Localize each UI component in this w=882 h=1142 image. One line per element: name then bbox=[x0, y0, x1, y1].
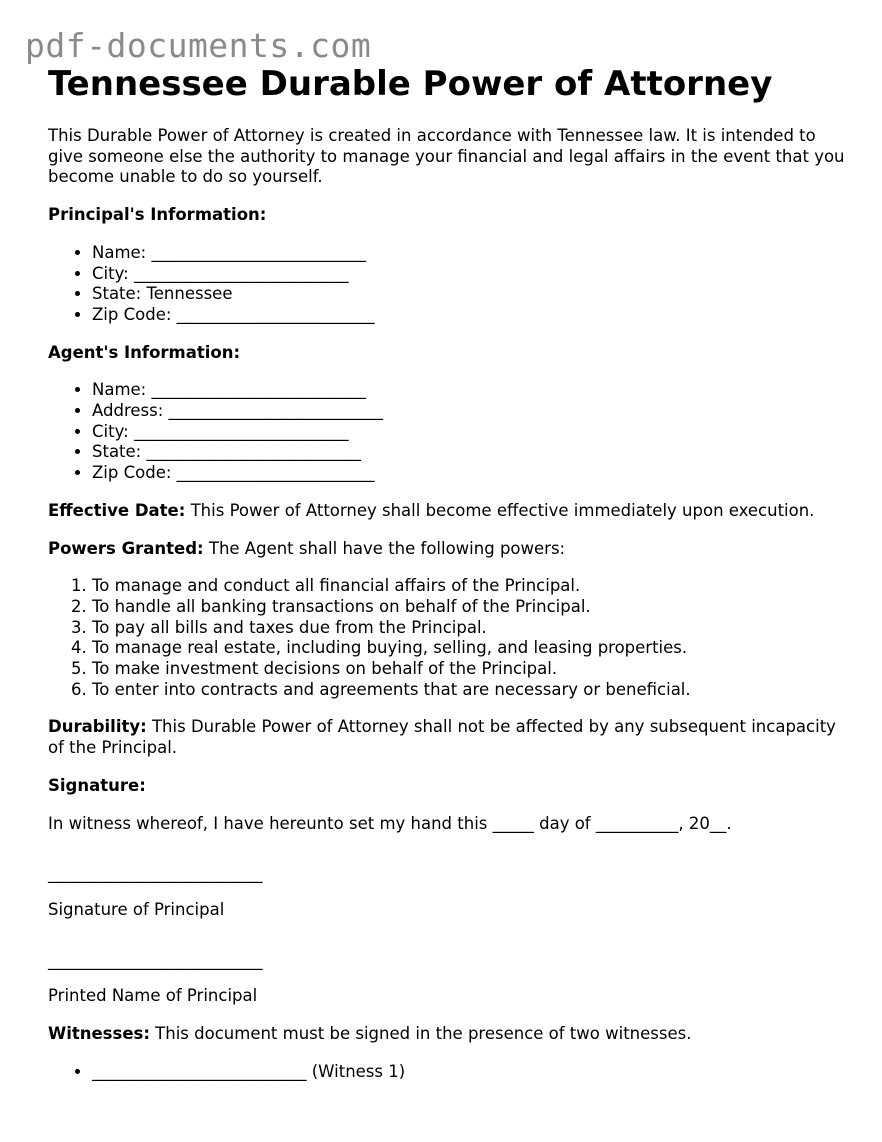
signature-heading: Signature: bbox=[48, 775, 146, 795]
witnesses-label: Witnesses: bbox=[48, 1024, 150, 1044]
principal-signature-line: __________________________ bbox=[48, 864, 263, 884]
principal-heading: Principal's Information: bbox=[48, 205, 267, 225]
witness-1-line: • __________________________ (Witness 1) bbox=[92, 1062, 848, 1083]
document-page bbox=[48, 62, 848, 1083]
agent-state-field: • State: __________________________ bbox=[92, 442, 848, 463]
agent-city-field: • City: __________________________ bbox=[92, 422, 848, 443]
principal-zip-field: • Zip Code: ________________________ bbox=[92, 305, 848, 326]
principal-state-field: • State: Tennessee bbox=[92, 284, 848, 305]
effective-date-paragraph: Effective Date: This Power of Attorney shall become effective immediately upon execution. bbox=[48, 500, 815, 520]
witnesses-paragraph: Witnesses: This document must be signed in the presence of two witnesses. bbox=[48, 1024, 692, 1044]
power-item: 6. To enter into contracts and agreements that are necessary or beneficial. bbox=[92, 680, 848, 701]
printed-name-label: Printed Name of Principal bbox=[48, 986, 258, 1006]
agent-name-field: • Name: __________________________ bbox=[92, 380, 848, 401]
effective-date-label: Effective Date: bbox=[48, 500, 186, 520]
principal-signature-label: Signature of Principal bbox=[48, 899, 225, 919]
powers-granted-label: Powers Granted: bbox=[48, 538, 204, 558]
principal-info-list bbox=[48, 243, 848, 326]
agent-zip-field: • Zip Code: ________________________ bbox=[92, 463, 848, 484]
power-item: 4. To manage real estate, including buying, selling, and leasing properties. bbox=[92, 638, 848, 659]
witness-statement: In witness whereof, I have hereunto set my hand this _____ day of __________, 20__. bbox=[48, 813, 732, 833]
power-item: 2. To handle all banking transactions on behalf of the Principal. bbox=[92, 597, 848, 618]
printed-name-line: __________________________ bbox=[48, 950, 263, 970]
principal-city-field: • City: __________________________ bbox=[92, 264, 848, 285]
principal-name-field: • Name: __________________________ bbox=[92, 243, 848, 264]
page-title: Tennessee Durable Power of Attorney bbox=[48, 64, 773, 104]
agent-info-list bbox=[48, 380, 848, 484]
watermark: pdf-documents.com bbox=[25, 26, 372, 65]
powers-granted-paragraph: Powers Granted: The Agent shall have the following powers: bbox=[48, 538, 566, 558]
power-item: 3. To pay all bills and taxes due from the Principal. bbox=[92, 618, 848, 639]
durability-paragraph: Durability: This Durable Power of Attorney shall not be affected by any subsequent incapacity of the Principal. bbox=[48, 717, 836, 758]
intro-paragraph: This Durable Power of Attorney is created in accordance with Tennessee law. It is intended to give someone else the authority to manage your financial and legal affairs in the event that you become unable to do so yourself. bbox=[48, 126, 845, 187]
agent-address-field: • Address: __________________________ bbox=[92, 401, 848, 422]
agent-heading: Agent's Information: bbox=[48, 342, 241, 362]
powers-list bbox=[48, 576, 848, 700]
witness-list bbox=[48, 1062, 848, 1083]
durability-label: Durability: bbox=[48, 717, 147, 737]
power-item: 5. To make investment decisions on behalf of the Principal. bbox=[92, 659, 848, 680]
power-item: 1. To manage and conduct all financial affairs of the Principal. bbox=[92, 576, 848, 597]
